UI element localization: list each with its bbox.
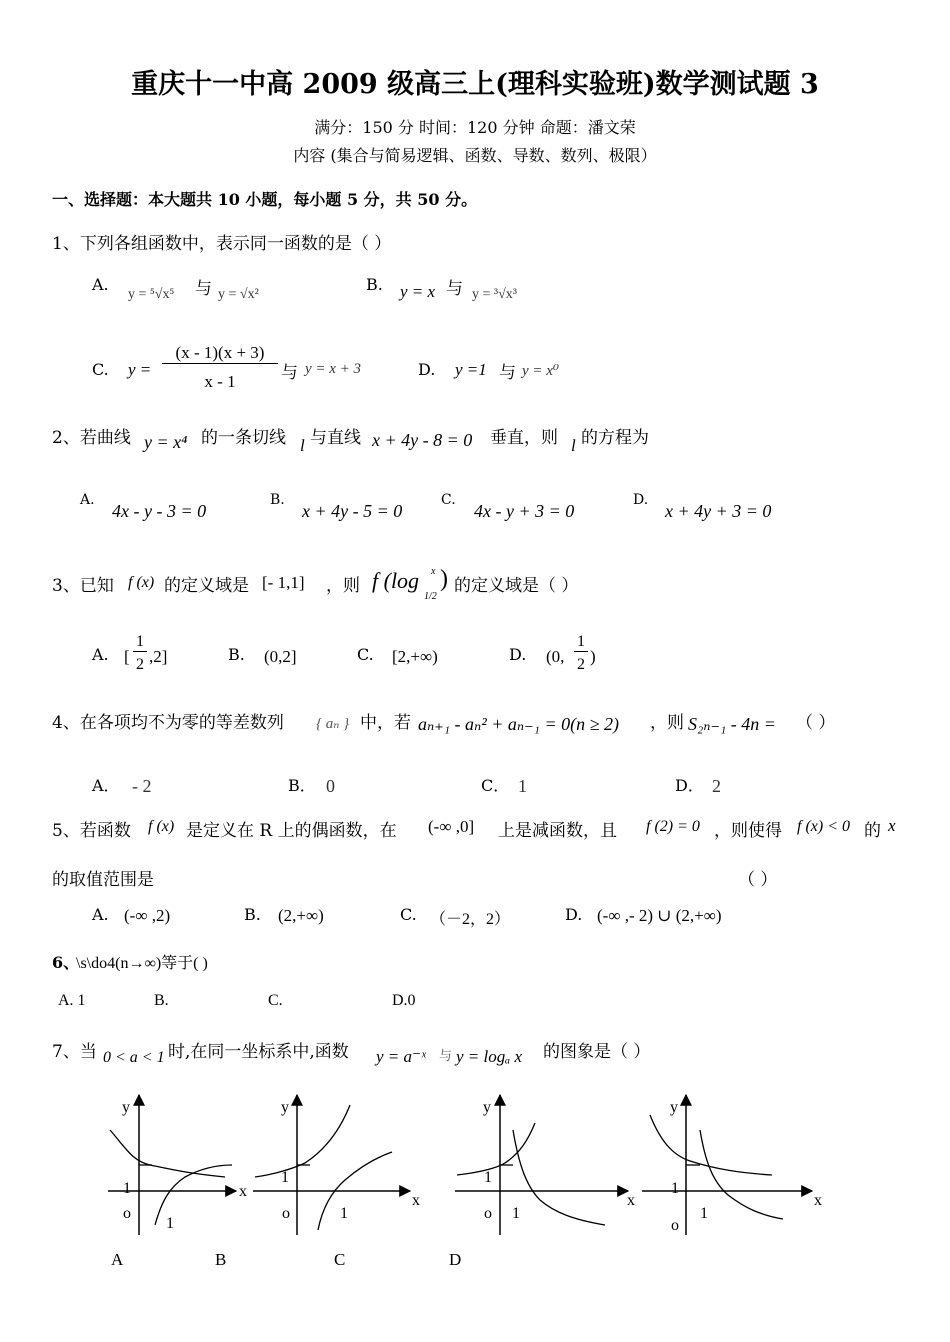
q2-line-l-2: l: [571, 436, 576, 455]
q1-option-a-label: A.: [92, 275, 109, 294]
q3-log-expr: f (log: [372, 568, 420, 593]
q4-expression: S₂ₙ₋₁ - 4n =: [688, 714, 776, 734]
section-heading: 一、选择题：本大题共 10 小题，每小题 5 分，共 50 分。: [52, 190, 478, 209]
q5-option-b: (2,+∞): [278, 906, 324, 925]
q2-option-a: 4x - y - 3 = 0: [112, 501, 207, 521]
q1-option-c-expr2: y = x + 3: [305, 361, 362, 377]
question-5-part3: 上是减函数，且: [498, 821, 617, 841]
question-3-part3: ，则: [326, 576, 360, 596]
q3-option-c: [2,+∞): [392, 647, 438, 666]
q7-graph-d-one-y: 1: [671, 1180, 679, 1197]
q5-option-c: （－2，2）: [430, 911, 511, 928]
q2-line-l: l: [300, 436, 305, 455]
q5-option-b-label: B.: [244, 905, 261, 924]
q2-option-a-label: A.: [80, 492, 95, 508]
question-5-part1: 5、若函数: [52, 821, 131, 841]
q3-f: f (x): [128, 574, 155, 591]
q1-option-b-expr1: y = x: [400, 282, 436, 301]
question-6-stem: \s\do4(n→∞)等于( ): [76, 955, 208, 972]
q1-option-a-expr2: y = √x²: [218, 287, 259, 302]
q1-option-c-denominator: x - 1: [204, 372, 236, 391]
q2-option-b: x + 4y - 5 = 0: [302, 501, 403, 521]
q7-graph-c-origin: o: [484, 1205, 492, 1222]
question-4-part1: 4、在各项均不为零的等差数列: [52, 713, 284, 733]
question-7-part3: 的图象是（ ）: [543, 1042, 651, 1062]
q4-option-d-label: D．: [675, 776, 704, 795]
q5-option-a-label: A.: [92, 905, 109, 924]
exam-meta-line1: 满分：150 分 时间：120 分钟 命题：潘文荣: [314, 118, 636, 137]
q3-domain: [- 1,1]: [262, 573, 305, 592]
question-5-part2: 是定义在 R 上的偶函数，在: [186, 821, 397, 841]
q7-graph-a-x-label: x: [239, 1183, 247, 1200]
question-5-line2: 的取值范围是: [52, 870, 154, 890]
q4-option-c-label: C．: [481, 776, 510, 795]
question-2-part3: 与直线: [310, 428, 361, 448]
exam-meta-line2: 内容 (集合与简易逻辑、函数、导数、数列、极限）: [293, 146, 657, 165]
question-7-part2: 时,在同一坐标系中,函数: [168, 1042, 349, 1062]
q1-option-b-expr2: y = ³√x³: [472, 287, 517, 302]
q4-option-a: - 2: [132, 776, 152, 796]
page-title: 重庆十一中高 2009 级高三上(理科实验班)数学测试题 3: [131, 69, 819, 100]
q4-option-c: 1: [518, 776, 527, 796]
q7-graph-c-x-label: x: [627, 1192, 635, 1209]
q7-graph-d-x-label: x: [814, 1192, 822, 1209]
q2-given-line: x + 4y - 8 = 0: [372, 430, 473, 450]
q7-graph-a-exp-curve: [110, 1130, 225, 1177]
q7-graph-d-one-x: 1: [700, 1205, 708, 1222]
q7-graph-c-one-y: 1: [484, 1169, 492, 1186]
q7-graph-c-y-label: y: [483, 1099, 491, 1116]
q1-option-d-label: D.: [418, 360, 436, 379]
q5-option-d-label: D.: [565, 905, 583, 924]
question-4-part2: 中，若: [360, 713, 411, 733]
q3-option-d-left: (0,: [546, 647, 565, 666]
q5-option-a: (-∞ ,2): [124, 906, 171, 925]
q7-graph-b-one-x: 1: [340, 1205, 348, 1222]
question-2-part4: 垂直，则: [490, 428, 558, 448]
q7-graph-b-one-y: 1: [281, 1169, 289, 1186]
q7-graph-c-log-curve: [513, 1130, 605, 1225]
question-2-part2: 的一条切线: [201, 428, 286, 448]
q2-option-c-label: C.: [441, 492, 456, 508]
question-5-part5: 的: [864, 821, 881, 841]
q5-answer-paren: （ ）: [738, 870, 778, 890]
q3-option-d-right: ): [590, 647, 596, 666]
question-3-part2: 的定义域是: [164, 576, 249, 596]
q7-graph-a-origin: o: [123, 1205, 131, 1222]
q3-option-d-den: 2: [577, 656, 585, 673]
q3-option-b: (0,2]: [264, 647, 297, 666]
q2-option-d-label: D.: [633, 492, 649, 508]
q5-interval: (-∞ ,0]: [428, 817, 475, 836]
q7-graph-d-origin: o: [671, 1217, 679, 1234]
question-5-part4: ，则使得: [714, 821, 782, 841]
q7-graph-b-exp-curve: [255, 1105, 350, 1177]
q7-graph-c-exp-curve: [457, 1123, 535, 1175]
q3-option-b-label: B.: [228, 645, 245, 664]
q7-graph-d: [642, 1095, 822, 1235]
q2-option-c: 4x - y + 3 = 0: [474, 501, 575, 521]
question-3-part4: 的定义域是（ ）: [454, 576, 579, 596]
q4-option-b: 0: [326, 776, 335, 796]
q7-graph-b-origin: o: [282, 1205, 290, 1222]
q5-f: f (x): [148, 818, 175, 835]
q4-option-d: 2: [712, 776, 721, 796]
q3-log-base: 1/2: [424, 591, 437, 602]
q7-option-a-label: A: [111, 1250, 124, 1269]
question-2-part5: 的方程为: [581, 428, 649, 448]
q5-f2: f (2) = 0: [646, 818, 700, 835]
q7-function-2: y = logₐ x: [456, 1047, 523, 1066]
q7-yu: 与: [439, 1049, 453, 1064]
q3-option-c-label: C.: [357, 645, 374, 664]
q3-option-a-right: ,2]: [149, 647, 168, 666]
q4-sequence: { aₙ }: [316, 716, 350, 732]
q6-option-c: C.: [268, 992, 283, 1009]
q4-option-b-label: B．: [288, 776, 316, 795]
question-4-part3: ，则: [650, 713, 684, 733]
question-3-part1: 3、已知: [52, 576, 114, 596]
q7-option-c-label: C: [334, 1250, 346, 1269]
q1-option-b-label: B.: [366, 275, 383, 294]
q7-graph-b-y-label: y: [281, 1099, 289, 1116]
q2-option-d: x + 4y + 3 = 0: [665, 501, 772, 521]
q6-option-a: A. 1: [58, 992, 86, 1009]
q4-condition: aₙ₊₁ - aₙ² + aₙ₋₁ = 0(n ≥ 2): [418, 714, 619, 734]
q3-close-paren: ): [440, 566, 448, 592]
q6-option-d: D.0: [392, 992, 416, 1009]
q7-graph-a-y-label: y: [122, 1099, 130, 1116]
q3-option-d-num: 1: [574, 633, 588, 652]
q3-option-a-label: A.: [92, 645, 109, 664]
q3-option-a-left: [: [124, 647, 130, 666]
question-7-part1: 7、当: [52, 1042, 97, 1062]
q1-option-a-expr1: y = ⁵√x⁵: [128, 287, 175, 302]
q7-graph-b-x-label: x: [412, 1192, 420, 1209]
q5-option-d: (-∞ ,- 2) ∪ (2,+∞): [597, 906, 722, 925]
q7-graph-c-one-x: 1: [512, 1205, 520, 1222]
question-1-stem: 1、下列各组函数中，表示同一函数的是（ ）: [52, 234, 392, 254]
q2-curve: y = x⁴: [144, 432, 188, 452]
q4-answer-paren: （ ）: [796, 713, 836, 733]
q7-graph-d-exp-curve: [650, 1115, 772, 1175]
q7-option-b-label: B: [215, 1250, 227, 1269]
q1-option-c-yu: 与: [281, 363, 298, 383]
q1-option-d-yu: 与: [499, 363, 516, 383]
q1-option-d-expr1: y =1: [455, 360, 487, 379]
q3-option-d-label: D.: [509, 645, 527, 664]
question-6-number: 6、: [52, 953, 80, 972]
q7-graph-b: [253, 1095, 420, 1235]
question-2-part1: 2、若曲线: [52, 428, 131, 448]
q7-option-d-label: D: [449, 1250, 462, 1269]
q1-option-c-numerator: (x - 1)(x + 3): [162, 343, 278, 364]
q7-graph-a-one-x: 1: [166, 1215, 174, 1232]
q7-condition: 0 < a < 1: [103, 1049, 165, 1066]
q1-option-d-expr2: y = x⁰: [522, 363, 559, 379]
q5-inequality: f (x) < 0: [797, 818, 850, 835]
q1-option-b-yu: 与: [446, 279, 463, 299]
q7-function-1: y = a⁻ˣ: [376, 1047, 426, 1066]
q3-option-a-den: 2: [136, 656, 144, 673]
q7-graph-d-y-label: y: [670, 1099, 678, 1116]
q4-option-a-label: A．: [92, 776, 120, 795]
q7-graph-c: [455, 1095, 635, 1235]
q1-option-c-label: C.: [92, 360, 109, 379]
q7-graphs: [0, 1085, 950, 1285]
q3-option-a-num: 1: [133, 633, 147, 652]
q7-graph-a-one-y: 1: [123, 1180, 131, 1197]
q1-option-c-lhs: y =: [128, 360, 152, 379]
q6-option-b: B.: [154, 992, 169, 1009]
q2-option-b-label: B.: [270, 492, 285, 508]
q7-graph-a: [108, 1095, 247, 1235]
q3-log-arg: x: [431, 566, 436, 577]
q5-x: x: [888, 816, 896, 835]
q1-option-a-yu: 与: [195, 279, 212, 299]
q5-option-c-label: C.: [400, 905, 417, 924]
